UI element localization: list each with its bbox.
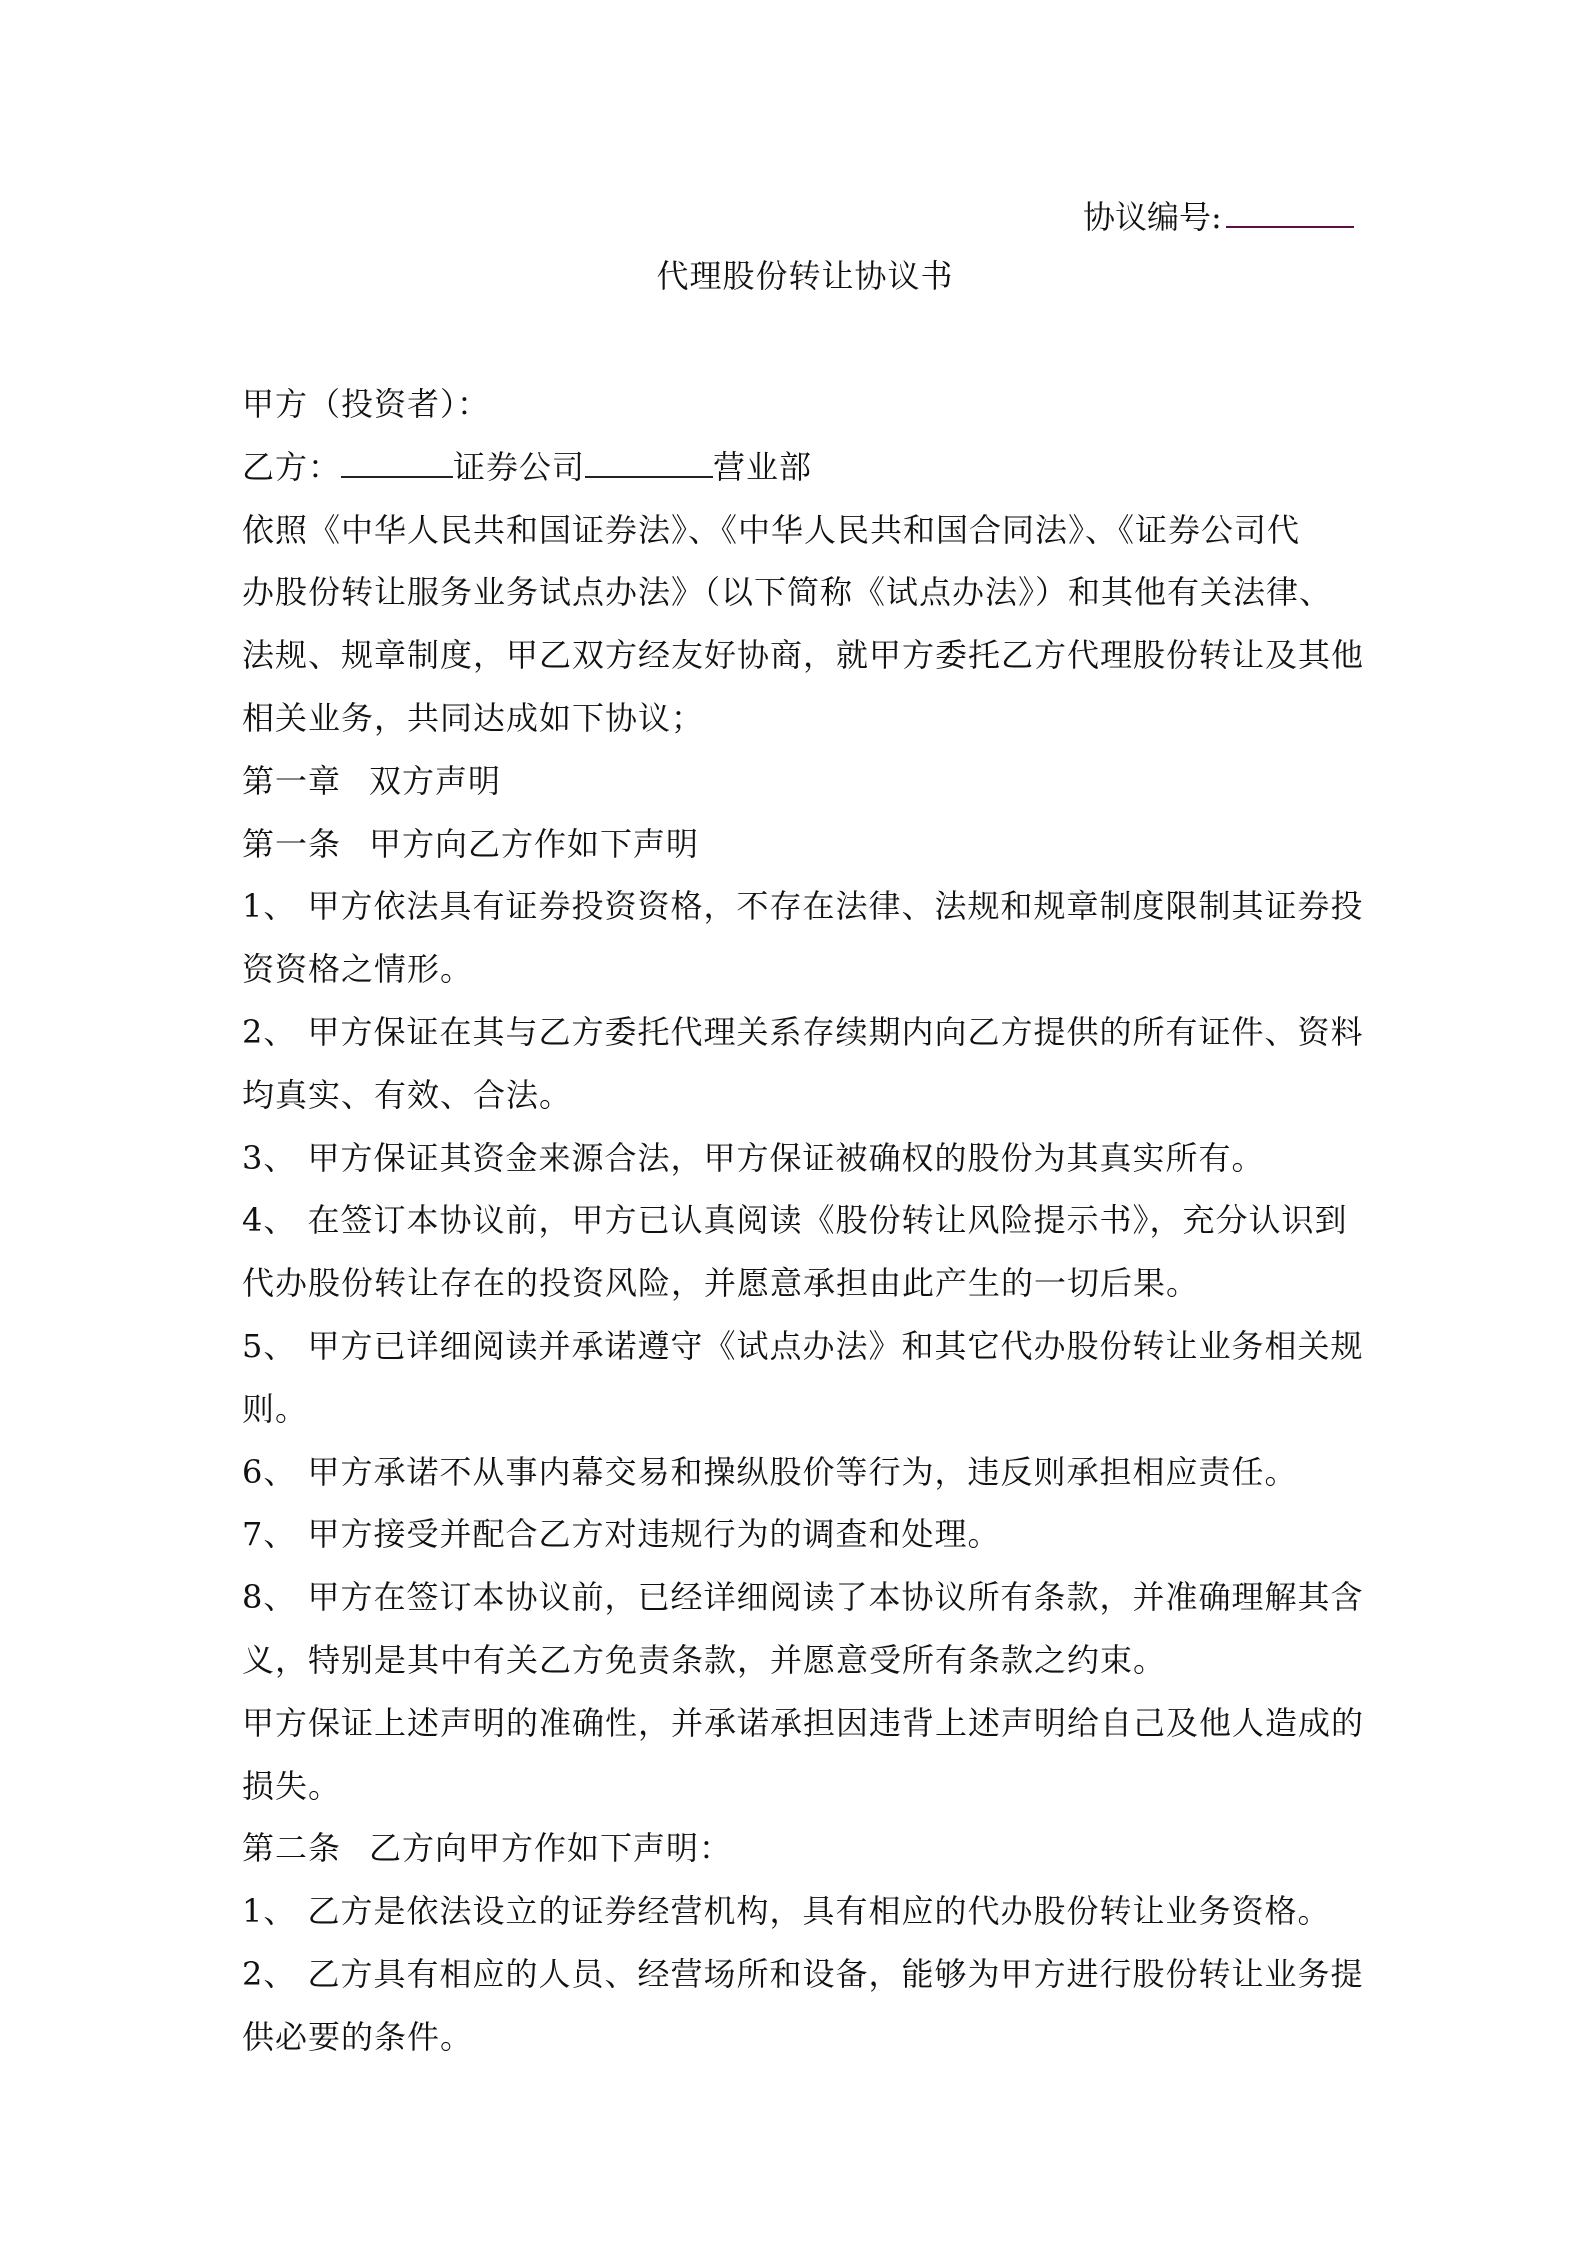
clause-line: 代办股份转让存在的投资风险，并愿意承担由此产生的一切后果。 bbox=[242, 1264, 1200, 1303]
party-a: 甲方（投资者）： bbox=[242, 385, 491, 423]
agreement-number-label: 协议编号: bbox=[1083, 198, 1222, 236]
preamble-line: 办股份转让服务业务试点办法》（以下简称《试点办法》）和其他有关法律、 bbox=[242, 573, 1333, 612]
company-suffix: 证券公司 bbox=[453, 447, 586, 486]
party-b bbox=[242, 436, 1352, 499]
clause-line: 5、 甲方已详细阅读并承诺遵守《试点办法》和其它代办股份转让业务相关规 bbox=[242, 1326, 1364, 1365]
clause-line: 资资格之情形。 bbox=[242, 950, 474, 989]
clause-line: 义，特别是其中有关乙方免责条款，并愿意受所有条款之约束。 bbox=[242, 1640, 1167, 1679]
clause-line: 损失。 bbox=[242, 1766, 342, 1805]
article-number: 第一条 bbox=[242, 824, 342, 863]
preamble-line: 相关业务，共同达成如下协议； bbox=[242, 698, 705, 737]
company-blank bbox=[341, 450, 453, 478]
agreement-number bbox=[1083, 192, 1354, 241]
clause-line: 1、 乙方是依法设立的证券经营机构，具有相应的代办股份转让业务资格。 bbox=[242, 1892, 1331, 1931]
chapter-title: 双方声明 bbox=[369, 761, 502, 800]
clause-line: 则。 bbox=[242, 1389, 309, 1428]
dept-blank bbox=[585, 450, 713, 478]
clause-line: 供必要的条件。 bbox=[242, 2017, 474, 2056]
document-body bbox=[242, 373, 1365, 2069]
preamble-line: 法规、规章制度，甲乙双方经友好协商，就甲方委托乙方代理股份转让及其他 bbox=[242, 636, 1365, 675]
chapter-number: 第一章 bbox=[242, 761, 342, 800]
article-title: 乙方向甲方作如下声明： bbox=[369, 1829, 733, 1868]
clause-line: 均真实、有效、合法。 bbox=[242, 1075, 573, 1114]
article-heading bbox=[242, 1817, 1352, 1880]
agreement-number-blank bbox=[1226, 192, 1354, 228]
clause-line: 4、 在签订本协议前，甲方已认真阅读《股份转让风险提示书》，充分认识到 bbox=[242, 1201, 1348, 1240]
clause-line: 7、 甲方接受并配合乙方对违规行为的调查和处理。 bbox=[242, 1515, 1001, 1554]
party-b-label: 乙方： bbox=[242, 447, 342, 486]
article-number: 第二条 bbox=[242, 1829, 342, 1868]
clause-line: 2、 乙方具有相应的人员、经营场所和设备，能够为甲方进行股份转让业务提 bbox=[242, 1954, 1364, 1993]
clause-line: 2、 甲方保证在其与乙方委托代理关系存续期内向乙方提供的所有证件、资料 bbox=[242, 1012, 1364, 1051]
preamble-line: 依照《中华人民共和国证券法》、《中华人民共和国合同法》、《证券公司代 bbox=[242, 510, 1301, 549]
document-title: 代理股份转让协议书 bbox=[656, 257, 954, 295]
article-heading bbox=[242, 813, 1352, 876]
chapter-heading bbox=[242, 750, 1352, 813]
clause-line: 6、 甲方承诺不从事内幕交易和操纵股价等行为，违反则承担相应责任。 bbox=[242, 1452, 1298, 1491]
clause-line: 1、 甲方依法具有证券投资资格，不存在法律、法规和规章制度限制其证券投 bbox=[242, 887, 1364, 926]
clause-line: 3、 甲方保证其资金来源合法，甲方保证被确权的股份为其真实所有。 bbox=[242, 1138, 1265, 1177]
dept-suffix: 营业部 bbox=[713, 447, 813, 486]
article-title: 甲方向乙方作如下声明 bbox=[369, 824, 700, 863]
clause-line: 8、 甲方在签订本协议前，已经详细阅读了本协议所有条款，并准确理解其含 bbox=[242, 1578, 1364, 1617]
clause-line: 甲方保证上述声明的准确性，并承诺承担因违背上述声明给自己及他人造成的 bbox=[242, 1703, 1365, 1742]
